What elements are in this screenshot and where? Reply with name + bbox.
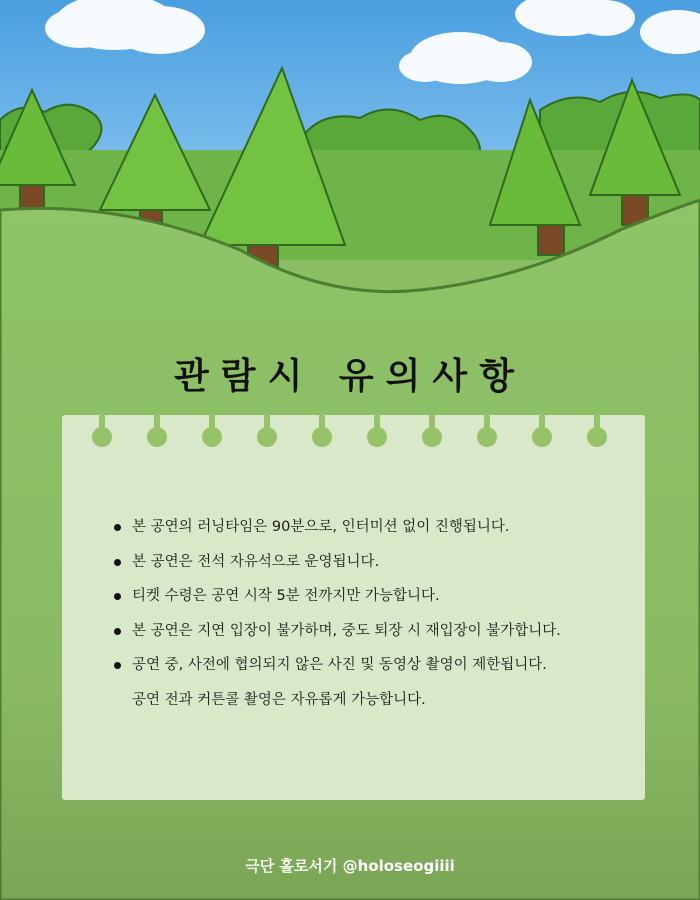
list-item [114, 621, 614, 656]
cloud [515, 0, 635, 36]
binder-ring [257, 427, 277, 447]
notice-text: 본 공연은 지연 입장이 불가하며, 중도 퇴장 시 재입장이 불가합니다. [132, 622, 561, 639]
bullet-icon [114, 628, 121, 635]
notice-text: 티켓 수령은 공연 시작 5분 전까지만 가능합니다. [132, 588, 440, 604]
binder-ring [147, 427, 167, 447]
bullet-icon [114, 559, 121, 566]
binder-ring [367, 427, 387, 447]
bullet-icon [114, 524, 121, 531]
bullet-icon [114, 593, 121, 600]
notice-card [62, 415, 645, 800]
binder-ring [312, 427, 332, 447]
list-item [114, 586, 614, 621]
binder-ring [587, 427, 607, 447]
notice-list [114, 517, 614, 724]
notice-text: 공연 전과 커튼콜 촬영은 자유롭게 가능합니다. [132, 691, 426, 708]
notice-text: 본 공연의 러닝타임은 90분으로, 인터미션 없이 진행됩니다. [132, 519, 510, 535]
page-title: 관람시 유의사항 [174, 356, 526, 397]
binder-ring [532, 427, 552, 447]
binder-ring [202, 427, 222, 447]
list-item [114, 552, 614, 587]
binder-ring [92, 427, 112, 447]
list-item [114, 690, 614, 725]
bullet-icon [114, 662, 121, 669]
notice-text: 공연 중, 사전에 협의되지 않은 사진 및 동영상 촬영이 제한됩니다. [132, 657, 547, 673]
footer-credit: 극단 홀로서기 @holoseogiiii [245, 857, 455, 875]
notice-text: 본 공연은 전석 자유석으로 운영됩니다. [132, 553, 380, 570]
binder-ring [422, 427, 442, 447]
list-item [114, 517, 614, 552]
list-item [114, 655, 614, 690]
binder-ring [477, 427, 497, 447]
